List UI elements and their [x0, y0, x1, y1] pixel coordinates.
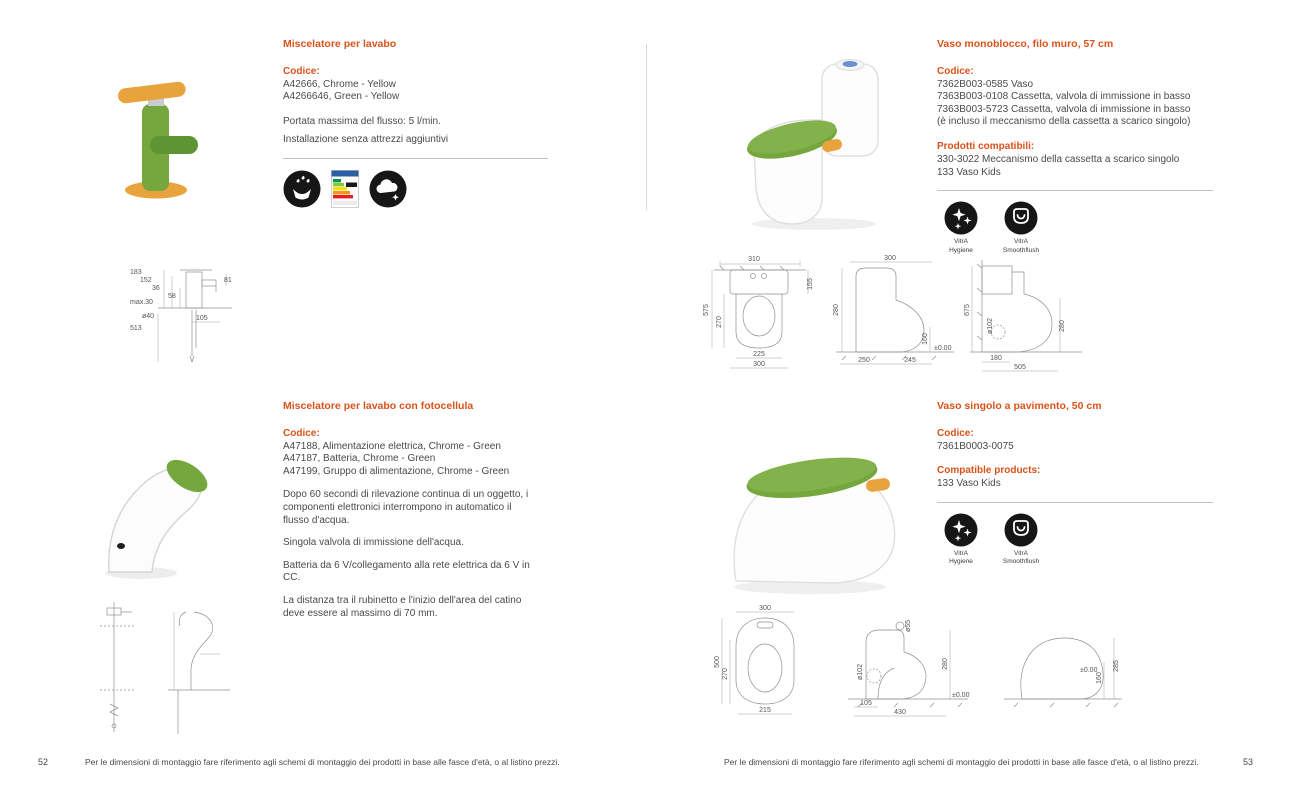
description-paragraph: La distanza tra il rubinetto e l'inizio dell'area del catino deve essere al massimo di 70 mm.: [283, 594, 522, 619]
product-code-line: 7363B003-0108 Cassetta, valvola di immissione in basso: [937, 91, 1191, 103]
feature-line: Portata massima del flusso: 5 l/min.: [283, 115, 441, 127]
compatible-label: Compatible products:: [937, 465, 1041, 477]
dim-label: 160: [922, 333, 929, 345]
dim-label: 575: [703, 304, 710, 316]
badge-row: [937, 201, 1213, 255]
dim-label: 58: [168, 293, 176, 300]
dim-label: 300: [884, 255, 896, 262]
section-floor-wc: [937, 400, 1213, 567]
badge-caption: VitrA Smoothflush: [1002, 238, 1040, 254]
dim-label: 245: [904, 357, 916, 364]
dim-label: ±0.00: [952, 692, 970, 699]
description-paragraph: Singola valvola di immissione dell'acqua.: [283, 537, 464, 549]
dim-label: 280: [833, 304, 840, 316]
product-title: Vaso monoblocco, filo muro, 57 cm: [937, 38, 1114, 50]
product-code-line: 7361B0003-0075: [937, 440, 1014, 452]
vitra-hygiene-icon: [944, 513, 978, 547]
feature-line: Installazione senza attrezzi aggiuntivi: [283, 134, 449, 146]
divider-rule: [937, 190, 1213, 191]
dim-label: 225: [753, 351, 765, 358]
dim-label: 105: [860, 700, 872, 707]
vitra-hygiene-icon: [944, 201, 978, 235]
product-code-line: A47187, Batteria, Chrome - Green: [283, 453, 436, 465]
product-image-photocell-mixer: [75, 424, 245, 584]
dim-label: 105: [196, 315, 208, 322]
footer-note: Per le dimensioni di montaggio fare riferimento agli schemi di montaggio dei prodotti in base alle fasce d'età, o al listino prezzi.: [724, 757, 1199, 767]
dim-label: ø102: [987, 318, 994, 334]
vitra-hygiene-badge: [937, 201, 985, 255]
product-code-note: (è incluso il meccanismo della cassetta a scarico singolo): [937, 116, 1191, 128]
dim-label: 36: [152, 285, 160, 292]
compatible-label: Prodotti compatibili:: [937, 140, 1035, 152]
energy-label-icon: [331, 170, 359, 208]
dim-label: 180: [990, 355, 1002, 362]
dim-label: max.30: [130, 299, 153, 306]
section-photocell-mixer: [283, 400, 538, 620]
dim-label: 270: [716, 316, 723, 328]
dim-label: 160: [1096, 672, 1103, 684]
description-paragraph: Dopo 60 secondi di rilevazione continua di un oggetto, i componenti elettronici interrompono in automatico il flusso d'acqua.: [283, 489, 529, 526]
compatible-line: 133 Vaso Kids: [937, 166, 1001, 178]
divider-rule: [283, 158, 548, 159]
dim-label: 300: [753, 361, 765, 368]
tech-drawing-floorwc-section: [838, 602, 973, 724]
product-title: Vaso singolo a pavimento, 50 cm: [937, 400, 1102, 412]
section-monoblock-wc: [937, 38, 1213, 255]
section-basin-mixer: [283, 38, 548, 208]
dim-label: 152: [140, 277, 152, 284]
compatible-line: 330-3022 Meccanismo della cassetta a scarico singolo: [937, 153, 1180, 165]
dim-label: 310: [748, 256, 760, 263]
product-image-floor-wc: [708, 415, 913, 600]
easy-clean-icon: [369, 170, 407, 208]
badge-row: [937, 513, 1213, 567]
tech-drawing-floorwc-profile: [992, 602, 1127, 724]
tech-drawing-photocell-mixer: [90, 594, 235, 742]
dim-label: 430: [894, 709, 906, 716]
badge-caption: VitrA Smoothflush: [1002, 549, 1040, 566]
vitra-smoothflush-badge: [997, 513, 1045, 567]
dim-label: ±0.00: [1080, 667, 1098, 674]
hand-wash-icon: [283, 170, 321, 208]
dim-label: 285: [1113, 660, 1120, 672]
dim-label: 270: [722, 668, 729, 680]
dim-label: ø55: [905, 619, 912, 633]
product-code-line: A47199, Gruppo di alimentazione, Chrome - Green: [283, 465, 510, 477]
dim-label: ø102: [857, 664, 864, 680]
divider-rule: [937, 502, 1213, 503]
code-label: Codice:: [937, 427, 974, 439]
page-number: 53: [1243, 757, 1254, 767]
badge-caption: VitrA Hygiene: [949, 238, 973, 254]
dim-label: 513: [130, 325, 142, 332]
compatible-line: 133 Vaso Kids: [937, 478, 1001, 490]
tech-drawing-monoblock-front: [700, 252, 818, 380]
vitra-smoothflush-icon: [1004, 201, 1038, 235]
description-paragraph: Batteria da 6 V/collegamento alla rete elettrica da 6 V in CC.: [283, 559, 530, 584]
dim-label: 300: [759, 605, 771, 612]
vitra-smoothflush-icon: [1004, 513, 1038, 547]
dim-label: 280: [1059, 320, 1066, 332]
page-number: 52: [38, 757, 49, 767]
product-code-line: 7363B003-5723 Cassetta, valvola di immissione in basso: [937, 103, 1191, 115]
dim-label: ø40: [142, 313, 155, 320]
code-label: Codice:: [283, 427, 320, 439]
feature-icon-row: [283, 170, 548, 208]
product-code-line: A47188, Alimentazione elettrica, Chrome - Green: [283, 440, 501, 452]
vitra-hygiene-badge: [937, 513, 985, 567]
dim-label: ±0.00: [934, 345, 952, 352]
product-image-basin-mixer: [92, 52, 237, 204]
dim-label: 280: [942, 658, 949, 670]
product-code-line: A42666, Chrome - Yellow: [283, 78, 396, 90]
footer-note: Per le dimensioni di montaggio fare riferimento agli schemi di montaggio dei prodotti in base alle fasce d'età, o al listino prezzi.: [85, 757, 560, 767]
product-code-line: A4266646, Green - Yellow: [283, 91, 400, 103]
tech-drawing-monoblock-section: [962, 252, 1087, 380]
tech-drawing-monoblock-side: [826, 252, 961, 380]
dim-label: 81: [224, 277, 232, 284]
tech-drawing-floorwc-top: [710, 602, 818, 724]
product-code-line: 7362B003-0585 Vaso: [937, 78, 1034, 90]
tech-drawing-basin-mixer: [128, 230, 238, 368]
dim-label: 675: [964, 304, 971, 316]
page-gutter-line: [646, 44, 647, 210]
code-label: Codice:: [937, 65, 974, 77]
dim-label: 155: [807, 278, 814, 290]
product-title: Miscelatore per lavabo: [283, 38, 397, 50]
vitra-smoothflush-badge: [997, 201, 1045, 255]
product-title: Miscelatore per lavabo con fotocellula: [283, 400, 474, 412]
dim-label: 250: [858, 357, 870, 364]
code-label: Codice:: [283, 65, 320, 77]
dim-label: 183: [130, 269, 142, 276]
dim-label: 505: [1014, 364, 1026, 371]
dim-label: 500: [714, 656, 721, 668]
badge-caption: VitrA Hygiene: [949, 549, 973, 566]
dim-label: 215: [759, 707, 771, 714]
product-image-monoblock-wc: [722, 48, 912, 233]
